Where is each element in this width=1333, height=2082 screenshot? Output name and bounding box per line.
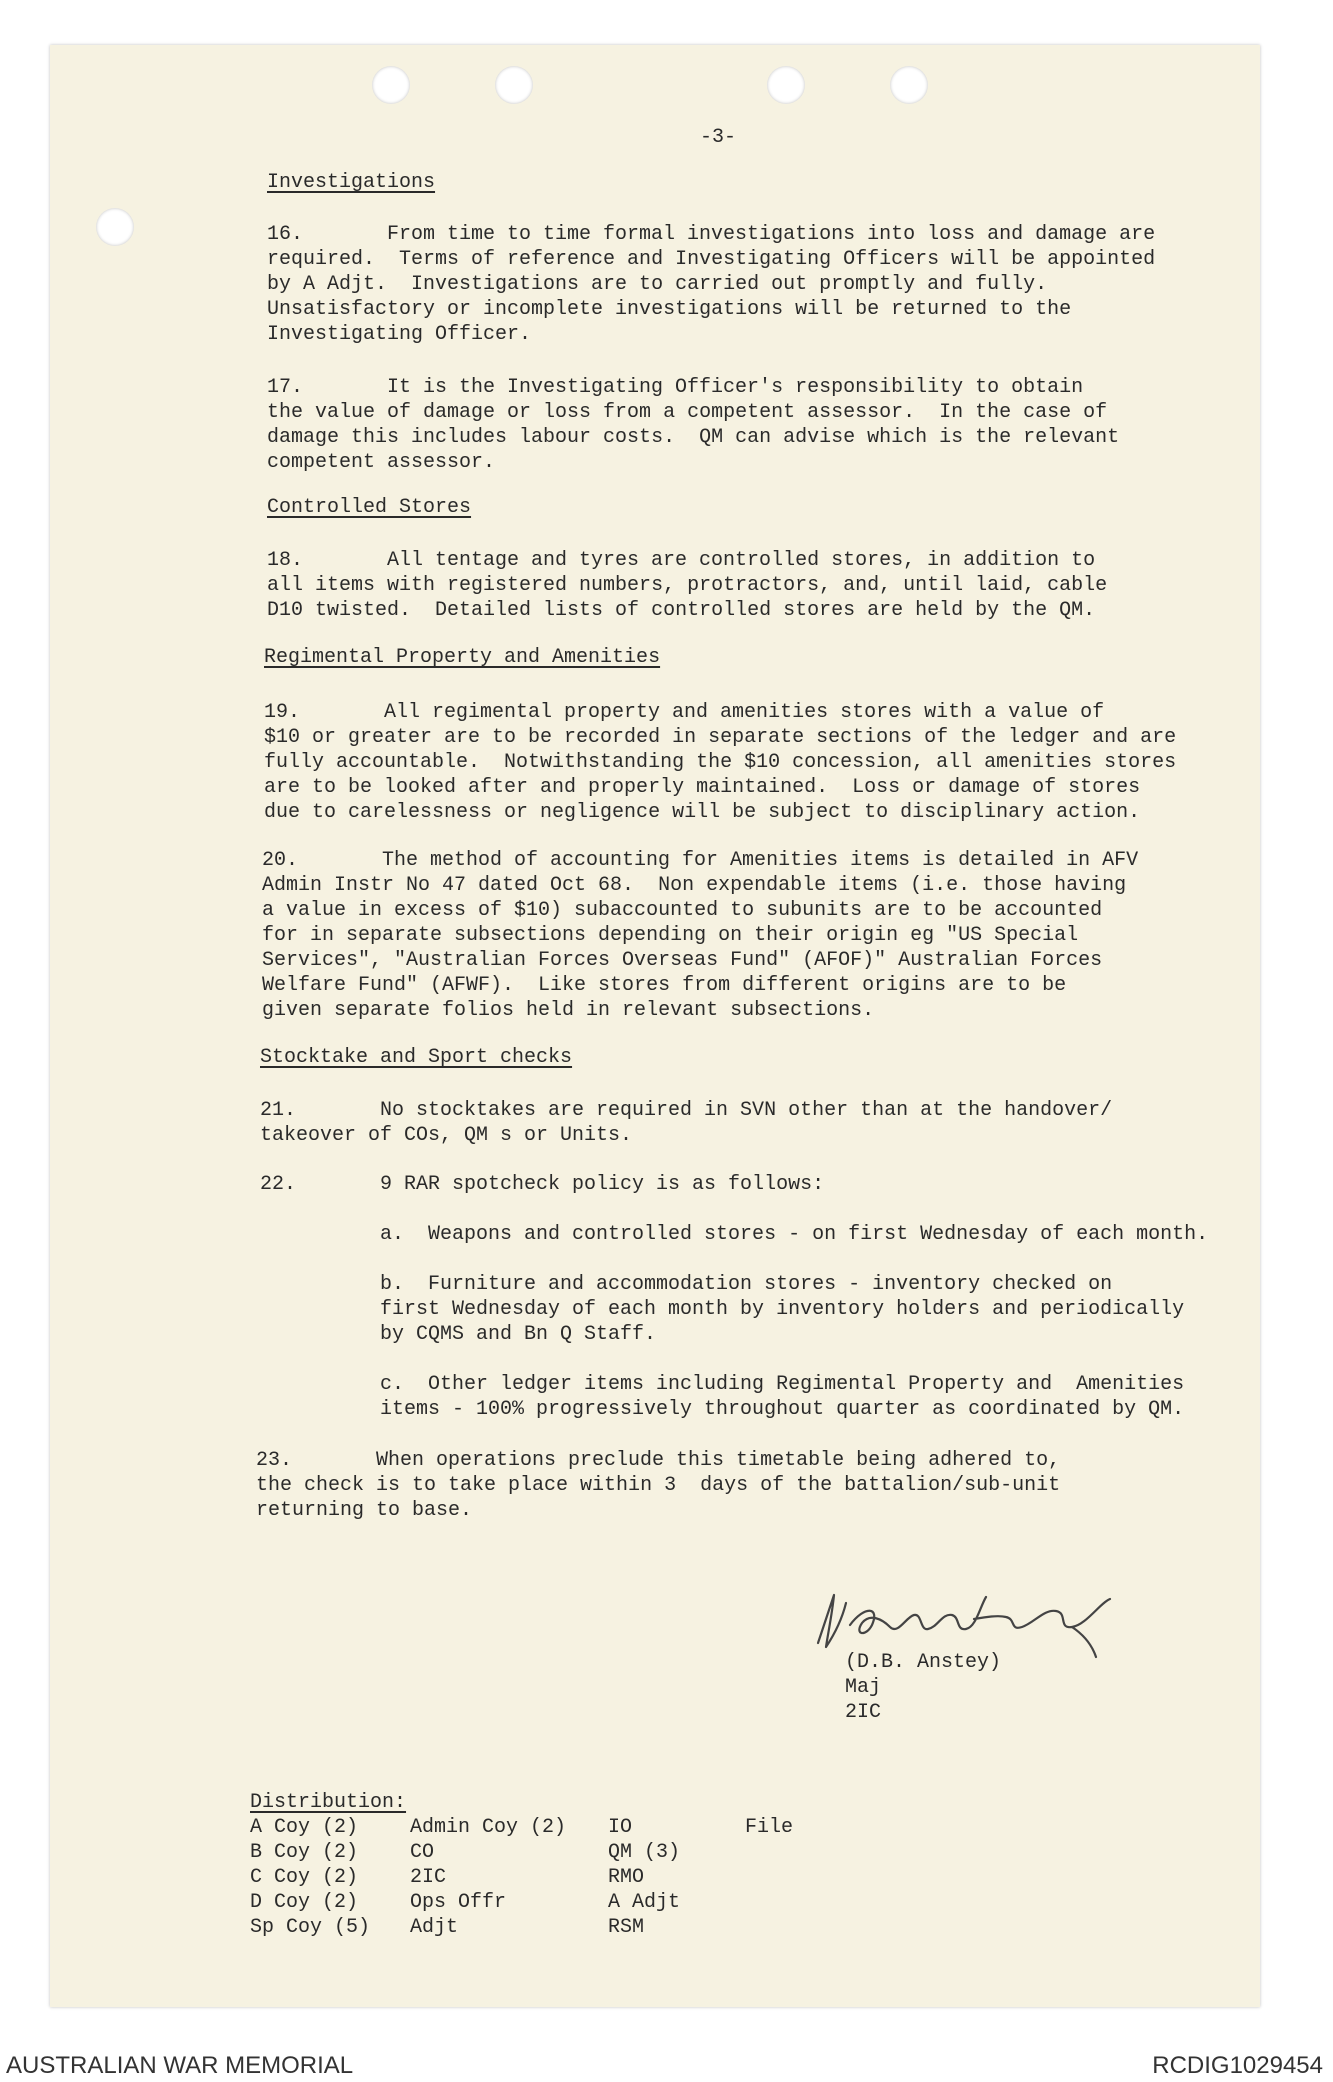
paragraph-line: a value in excess of $10) subaccounted to subunits are to be accounted bbox=[262, 899, 1103, 922]
paragraph-19 bbox=[264, 700, 1176, 825]
paragraph-number: 19. bbox=[264, 701, 301, 724]
footer-record-id: RCDIG1029454 bbox=[1152, 2052, 1323, 2079]
page-number: -3- bbox=[700, 126, 737, 149]
paragraph-line: takeover of COs, QM s or Units. bbox=[260, 1124, 633, 1147]
paragraph-number: 23. bbox=[256, 1449, 293, 1472]
section-heading-stocktake: Stocktake and Sport checks bbox=[260, 1046, 573, 1069]
distribution-column bbox=[250, 1815, 370, 1940]
distribution-heading: Distribution: bbox=[250, 1791, 407, 1814]
paragraph-22b bbox=[380, 1272, 1184, 1347]
paragraph-line: b. Furniture and accommodation stores - inventory checked on bbox=[380, 1273, 1113, 1296]
paragraph-20 bbox=[262, 848, 1138, 1023]
distribution-column bbox=[608, 1815, 680, 1940]
paragraph-line: by A Adjt. Investigations are to carried out promptly and fully. bbox=[267, 273, 1048, 296]
paragraph-line: items - 100% progressively throughout quarter as coordinated by QM. bbox=[380, 1398, 1185, 1421]
paragraph-line: by CQMS and Bn Q Staff. bbox=[380, 1323, 657, 1346]
paragraph-17 bbox=[267, 375, 1119, 475]
paragraph-number: 16. bbox=[267, 223, 304, 246]
paragraph-line: given separate folios held in relevant subsections. bbox=[262, 999, 875, 1022]
distribution-item: CO bbox=[410, 1841, 435, 1864]
paragraph-number: 22. bbox=[260, 1173, 297, 1196]
paragraph-number: 21. bbox=[260, 1099, 297, 1122]
distribution-item: A Adjt bbox=[608, 1891, 681, 1914]
distribution-item: 2IC bbox=[410, 1866, 447, 1889]
paragraph-line: fully accountable. Notwithstanding the $10 concession, all amenities stores bbox=[264, 751, 1177, 774]
paragraph-line: all items with registered numbers, protractors, and, until laid, cable bbox=[267, 574, 1108, 597]
signatory-appointment: 2IC bbox=[845, 1701, 882, 1724]
paragraph-line: c. Other ledger items including Regimental Property and Amenities bbox=[380, 1373, 1185, 1396]
distribution-item: IO bbox=[608, 1816, 633, 1839]
paragraph-number: 18. bbox=[267, 549, 304, 572]
paragraph-16 bbox=[267, 222, 1155, 347]
paragraph-line: When operations preclude this timetable being adhered to, bbox=[376, 1449, 1061, 1472]
signatory-rank: Maj bbox=[845, 1676, 882, 1699]
distribution-item: Sp Coy (5) bbox=[250, 1916, 371, 1939]
paragraph-18 bbox=[267, 548, 1107, 623]
distribution-column bbox=[745, 1815, 793, 1840]
distribution-item: File bbox=[745, 1816, 794, 1839]
distribution-item: QM (3) bbox=[608, 1841, 681, 1864]
distribution-item: B Coy (2) bbox=[250, 1841, 359, 1864]
paragraph-line: first Wednesday of each month by inventory holders and periodically bbox=[380, 1298, 1185, 1321]
paragraph-line: due to carelessness or negligence will be subject to disciplinary action. bbox=[264, 801, 1141, 824]
paragraph-line: Admin Instr No 47 dated Oct 68. Non expendable items (i.e. those having bbox=[262, 874, 1127, 897]
distribution-item: RMO bbox=[608, 1866, 645, 1889]
paragraph-number: 20. bbox=[262, 849, 299, 872]
distribution-item: Ops Offr bbox=[410, 1891, 507, 1914]
paragraph-line: for in separate subsections depending on their origin eg "US Special bbox=[262, 924, 1079, 947]
distribution-item: D Coy (2) bbox=[250, 1891, 359, 1914]
paragraph-line: the value of damage or loss from a competent assessor. In the case of bbox=[267, 401, 1108, 424]
section-heading-investigations: Investigations bbox=[267, 171, 436, 194]
paragraph-line: Welfare Fund" (AFWF). Like stores from different origins are to be bbox=[262, 974, 1067, 997]
paragraph-21 bbox=[260, 1098, 1112, 1148]
paragraph-line: are to be looked after and properly maintained. Loss or damage of stores bbox=[264, 776, 1141, 799]
paragraph-22c bbox=[380, 1372, 1184, 1422]
paragraph-number: 17. bbox=[267, 376, 304, 399]
paragraph-line: 9 RAR spotcheck policy is as follows: bbox=[380, 1173, 825, 1196]
section-heading-controlled-stores: Controlled Stores bbox=[267, 496, 472, 519]
archive-footer bbox=[0, 2052, 1333, 2082]
paragraph-22a bbox=[380, 1222, 1208, 1247]
paragraph-line: Services", "Australian Forces Overseas Fund" (AFOF)" Australian Forces bbox=[262, 949, 1103, 972]
paragraph-line: D10 twisted. Detailed lists of controlled stores are held by the QM. bbox=[267, 599, 1096, 622]
distribution-item: C Coy (2) bbox=[250, 1866, 359, 1889]
footer-institution: AUSTRALIAN WAR MEMORIAL bbox=[6, 2052, 354, 2079]
paragraph-line: the check is to take place within 3 days of the battalion/sub-unit bbox=[256, 1474, 1061, 1497]
paragraph-line: All tentage and tyres are controlled stores, in addition to bbox=[387, 549, 1096, 572]
section-heading-regimental-property: Regimental Property and Amenities bbox=[264, 646, 661, 669]
distribution-item: RSM bbox=[608, 1916, 645, 1939]
paragraph-line: competent assessor. bbox=[267, 451, 496, 474]
distribution-column bbox=[410, 1815, 566, 1940]
paragraph-line: The method of accounting for Amenities items is detailed in AFV bbox=[382, 849, 1139, 872]
paragraph-line: returning to base. bbox=[256, 1499, 473, 1522]
paragraph-line: Investigating Officer. bbox=[267, 323, 532, 346]
paragraph-line: a. Weapons and controlled stores - on first Wednesday of each month. bbox=[380, 1223, 1209, 1246]
paragraph-line: Unsatisfactory or incomplete investigations will be returned to the bbox=[267, 298, 1072, 321]
paragraph-line: All regimental property and amenities stores with a value of bbox=[384, 701, 1105, 724]
paragraph-line: damage this includes labour costs. QM can advise which is the relevant bbox=[267, 426, 1120, 449]
distribution-item: A Coy (2) bbox=[250, 1816, 359, 1839]
distribution-item: Adjt bbox=[410, 1916, 459, 1939]
paragraph-23 bbox=[256, 1448, 1060, 1523]
signatory-name: (D.B. Anstey) bbox=[845, 1651, 1002, 1674]
distribution-item: Admin Coy (2) bbox=[410, 1816, 567, 1839]
paragraph-22 bbox=[260, 1172, 824, 1197]
paragraph-line: required. Terms of reference and Investigating Officers will be appointed bbox=[267, 248, 1156, 271]
paragraph-line: No stocktakes are required in SVN other than at the handover/ bbox=[380, 1099, 1113, 1122]
paragraph-line: It is the Investigating Officer's responsibility to obtain bbox=[387, 376, 1084, 399]
paragraph-line: From time to time formal investigations into loss and damage are bbox=[387, 223, 1156, 246]
paragraph-line: $10 or greater are to be recorded in separate sections of the ledger and are bbox=[264, 726, 1177, 749]
